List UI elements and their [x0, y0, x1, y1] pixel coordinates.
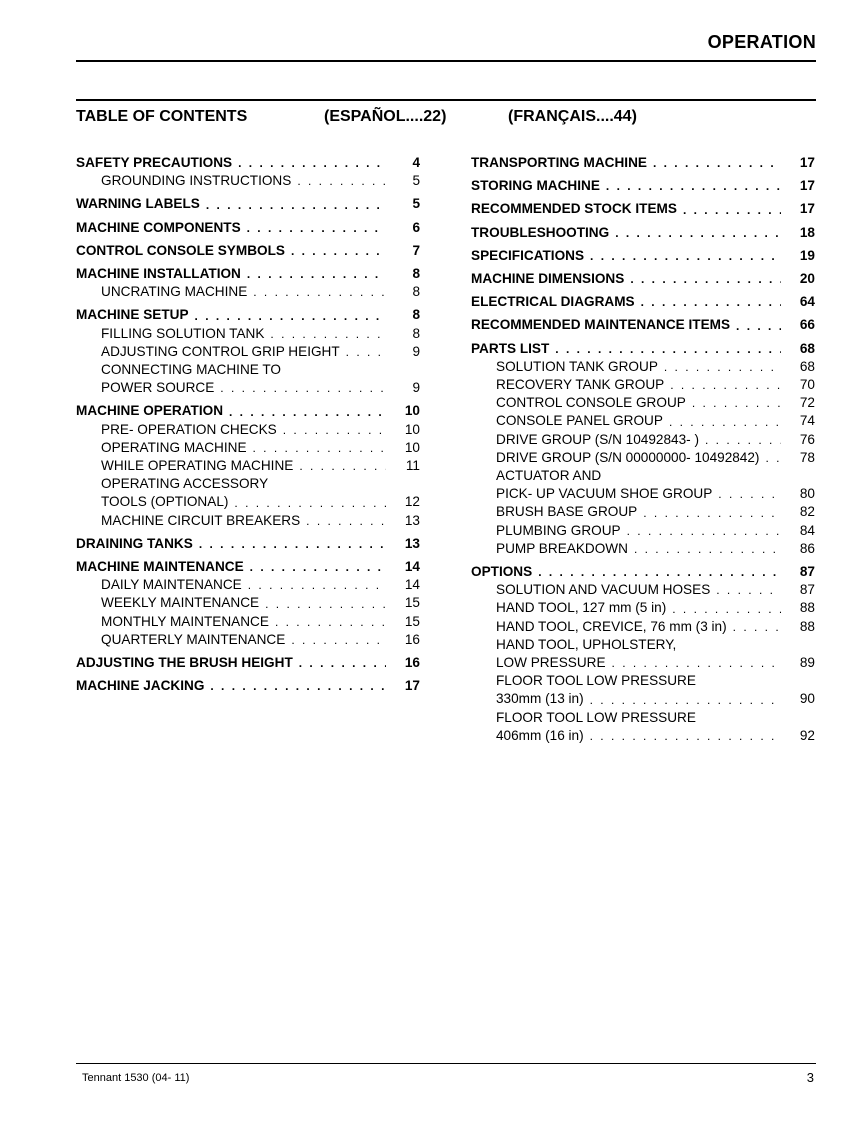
- toc-entry-label: DRIVE GROUP (S/N 10492843- ): [496, 431, 699, 447]
- toc-entry: [471, 672, 815, 690]
- toc-entry: [471, 177, 815, 195]
- toc-entry: [76, 576, 420, 594]
- toc-entry-page: 82: [799, 504, 815, 520]
- toc-entry: [76, 654, 420, 672]
- toc-entry-label: RECOMMENDED MAINTENANCE ITEMS: [471, 317, 731, 333]
- dot-leader: [538, 563, 781, 581]
- toc-entry: [76, 343, 420, 361]
- dot-leader: [283, 421, 386, 439]
- toc-entry-label: ELECTRICAL DIAGRAMS: [471, 294, 635, 310]
- toc-entry: [471, 412, 815, 430]
- toc-entry: [471, 394, 815, 412]
- toc-entry: [76, 558, 420, 576]
- toc-entry: [471, 636, 815, 654]
- toc-title: TABLE OF CONTENTS: [76, 108, 248, 125]
- toc-entry-label: SPECIFICATIONS: [471, 247, 585, 263]
- dot-leader: [692, 394, 781, 412]
- toc-entry-page: 13: [404, 535, 420, 551]
- toc-entry-label: OPERATING ACCESSORY: [101, 476, 269, 492]
- toc-entry-page: 4: [412, 155, 420, 170]
- dot-leader: [653, 154, 781, 172]
- toc-entry: [471, 503, 815, 521]
- dot-leader: [669, 413, 781, 431]
- dot-leader: [270, 325, 386, 343]
- toc-entry-label: SAFETY PRECAUTIONS: [76, 155, 233, 170]
- toc-entry-page: 20: [799, 271, 815, 287]
- toc-entry-page: 6: [412, 219, 420, 235]
- dot-leader: [615, 224, 781, 242]
- toc-entry-label: ACTUATOR AND: [496, 468, 602, 484]
- dot-leader: [206, 196, 386, 214]
- toc-entry-page: 11: [405, 458, 420, 474]
- toc-entry-page: 14: [404, 559, 420, 575]
- dot-leader: [765, 449, 781, 467]
- toc-entry-page: 17: [799, 201, 815, 217]
- toc-entry: [76, 457, 420, 475]
- dot-leader: [590, 247, 781, 265]
- dot-leader: [555, 340, 781, 358]
- toc-entry-page: 87: [799, 582, 815, 598]
- toc-entry-page: 17: [799, 178, 815, 194]
- toc-entry-page: 92: [799, 727, 815, 743]
- toc-entry-label: FILLING SOLUTION TANK: [101, 325, 265, 341]
- toc-entry-label: ADJUSTING THE BRUSH HEIGHT: [76, 655, 293, 671]
- toc-entry-page: 66: [799, 317, 815, 333]
- toc-entry-label: PICK- UP VACUUM SHOE GROUP: [496, 486, 713, 502]
- toc-entry-label: WHILE OPERATING MACHINE: [101, 458, 294, 474]
- toc-entry: [471, 618, 815, 636]
- toc-entry: [471, 522, 815, 540]
- toc-entry-label: UNCRATING MACHINE: [101, 284, 248, 300]
- toc-entry: [471, 485, 815, 503]
- toc-entry-label: MACHINE JACKING: [76, 678, 205, 694]
- toc-entry-label: DRIVE GROUP (S/N 00000000- 10492842): [496, 449, 760, 465]
- dot-leader: [253, 283, 386, 301]
- toc-entry-label: PRE- OPERATION CHECKS: [101, 421, 277, 437]
- toc-entry-page: 16: [404, 655, 420, 671]
- toc-left-column: [76, 154, 420, 695]
- dot-leader: [736, 317, 781, 335]
- toc-entry: [471, 340, 815, 358]
- dot-leader: [683, 201, 781, 219]
- toc-entry: [76, 195, 420, 213]
- toc-entry-label: MONTHLY MAINTENANCE: [101, 613, 269, 629]
- toc-entry: [76, 439, 420, 457]
- toc-entry: [76, 325, 420, 343]
- dot-leader: [299, 654, 386, 672]
- dot-leader: [306, 512, 386, 530]
- header-rule: [76, 60, 816, 62]
- toc-entry-page: 5: [412, 196, 420, 212]
- toc-entry: [76, 306, 420, 324]
- dot-leader: [210, 677, 386, 695]
- toc-entry-label: 406mm (16 in): [496, 727, 584, 743]
- toc-entry: [471, 709, 815, 727]
- toc-entry-label: QUARTERLY MAINTENANCE: [101, 631, 286, 647]
- toc-entry-label: DRAINING TANKS: [76, 535, 193, 551]
- toc-entry-label: DAILY MAINTENANCE: [101, 577, 242, 593]
- toc-entry-label: TRANSPORTING MACHINE: [471, 155, 647, 170]
- toc-entry-page: 19: [799, 247, 815, 263]
- dot-leader: [247, 219, 386, 237]
- toc-entry-label: MACHINE SETUP: [76, 307, 189, 323]
- toc-entry-page: 14: [404, 577, 420, 593]
- toc-entry: [471, 431, 815, 449]
- toc-entry-page: 78: [799, 449, 815, 465]
- dot-leader: [229, 403, 386, 421]
- dot-leader: [716, 581, 781, 599]
- toc-entry: [471, 690, 815, 708]
- dot-leader: [634, 540, 781, 558]
- toc-entry-label: TOOLS (OPTIONAL): [101, 494, 229, 510]
- toc-entry: [76, 172, 420, 190]
- toc-entry-page: 10: [404, 421, 420, 437]
- toc-entry: [76, 219, 420, 237]
- toc-entry: [471, 247, 815, 265]
- toc-entry: [76, 535, 420, 553]
- toc-entry-label: TROUBLESHOOTING: [471, 224, 610, 240]
- toc-entry: [471, 449, 815, 467]
- toc-entry: [471, 376, 815, 394]
- toc-entry-label: MACHINE CIRCUIT BREAKERS: [101, 512, 301, 528]
- dot-leader: [299, 457, 386, 475]
- dot-leader: [248, 576, 386, 594]
- dot-leader: [590, 691, 781, 709]
- page-number: 3: [806, 1070, 814, 1085]
- dot-leader: [612, 654, 781, 672]
- toc-entry: [76, 512, 420, 530]
- toc-entry-page: 8: [412, 284, 420, 300]
- toc-entry-label: 330mm (13 in): [496, 691, 584, 707]
- toc-entry-page: 8: [412, 325, 420, 341]
- toc-entry-page: 90: [799, 691, 815, 707]
- dot-leader: [630, 270, 781, 288]
- toc-entry: [76, 361, 420, 379]
- toc-entry-page: 8: [412, 307, 420, 323]
- toc-entry-label: RECOVERY TANK GROUP: [496, 377, 665, 393]
- toc-entry: [471, 224, 815, 242]
- footer-rule: [76, 1063, 816, 1064]
- dot-leader: [590, 727, 781, 745]
- dot-leader: [275, 613, 386, 631]
- toc-entry-page: 68: [799, 340, 815, 356]
- toc-entry-label: MACHINE DIMENSIONS: [471, 271, 625, 287]
- dot-leader: [220, 379, 386, 397]
- toc-entry: [471, 358, 815, 376]
- toc-entry-label: WARNING LABELS: [76, 196, 200, 212]
- toc-entry-page: 13: [404, 512, 420, 528]
- toc-entry: [76, 379, 420, 397]
- toc-entry-label: HAND TOOL, CREVICE, 76 mm (3 in): [496, 618, 727, 634]
- toc-entry-label: STORING MACHINE: [471, 178, 600, 194]
- toc-entry: [471, 563, 815, 581]
- toc-entry-label: CONTROL CONSOLE SYMBOLS: [76, 242, 285, 258]
- toc-entry-page: 9: [412, 343, 420, 359]
- toc-entry-label: HAND TOOL, 127 mm (5 in): [496, 600, 667, 616]
- toc-entry: [471, 727, 815, 745]
- toc-entry-label: OPERATING MACHINE: [101, 439, 247, 455]
- dot-leader: [297, 172, 386, 190]
- toc-entry: [76, 677, 420, 695]
- dot-leader: [733, 618, 781, 636]
- toc-entry: [76, 265, 420, 283]
- dot-leader: [664, 358, 781, 376]
- dot-leader: [291, 631, 386, 649]
- toc-entry-page: 17: [799, 155, 815, 170]
- toc-entry-page: 76: [799, 431, 815, 447]
- dot-leader: [253, 439, 386, 457]
- toc-entry-label: RECOMMENDED STOCK ITEMS: [471, 201, 677, 217]
- toc-entry-label: MACHINE MAINTENANCE: [76, 559, 244, 575]
- toc-entry-label: BRUSH BASE GROUP: [496, 504, 638, 520]
- toc-entry: [76, 493, 420, 511]
- toc-entry: [76, 594, 420, 612]
- toc-entry-label: ADJUSTING CONTROL GRIP HEIGHT: [101, 343, 340, 359]
- toc-entry: [471, 293, 815, 311]
- toc-entry-page: 88: [799, 600, 815, 616]
- toc-entry-page: 7: [412, 242, 420, 258]
- toc-entry-page: 74: [799, 413, 815, 429]
- toc-entry-label: HAND TOOL, UPHOLSTERY,: [496, 636, 677, 652]
- toc-entry-label: POWER SOURCE: [101, 380, 215, 396]
- toc-entry-page: 16: [404, 631, 420, 647]
- toc-entry-page: 70: [799, 377, 815, 393]
- toc-entry-page: 10: [404, 403, 420, 419]
- toc-entry-label: SOLUTION TANK GROUP: [496, 358, 658, 374]
- toc-entry-label: MACHINE COMPONENTS: [76, 219, 241, 235]
- toc-entry-label: LOW PRESSURE: [496, 655, 606, 671]
- dot-leader: [718, 485, 781, 503]
- dot-leader: [705, 431, 781, 449]
- dot-leader: [265, 595, 386, 613]
- dot-leader: [672, 600, 781, 618]
- dot-leader: [199, 535, 386, 553]
- dot-leader: [195, 307, 386, 325]
- toc-entry-page: 87: [799, 564, 815, 580]
- toc-entry: [471, 599, 815, 617]
- dot-leader: [247, 265, 386, 283]
- toc-entry-label: MACHINE OPERATION: [76, 403, 224, 419]
- toc-entry-page: 8: [412, 266, 420, 282]
- toc-entry-label: SOLUTION AND VACUUM HOSES: [496, 582, 711, 598]
- toc-entry-page: 72: [799, 395, 815, 411]
- dot-leader: [627, 522, 781, 540]
- dot-leader: [643, 504, 781, 522]
- toc-entry: [471, 467, 815, 485]
- toc-entry-page: 88: [799, 618, 815, 634]
- toc-francais-link: (FRANÇAIS....44): [508, 108, 637, 125]
- toc-entry-label: WEEKLY MAINTENANCE: [101, 595, 260, 611]
- dot-leader: [670, 376, 781, 394]
- page-header-title: OPERATION: [707, 32, 816, 52]
- toc-entry-page: 9: [412, 380, 420, 396]
- toc-entry-page: 80: [799, 486, 815, 502]
- dot-leader: [606, 177, 781, 195]
- toc-entry-page: 5: [412, 173, 420, 189]
- toc-entry-label: CONTROL CONSOLE GROUP: [496, 395, 686, 411]
- toc-entry: [76, 402, 420, 420]
- toc-entry-label: PUMP BREAKDOWN: [496, 540, 628, 556]
- dot-leader: [346, 343, 386, 361]
- toc-entry: [76, 613, 420, 631]
- toc-entry-page: 84: [799, 522, 815, 538]
- toc-entry: [471, 581, 815, 599]
- toc-entry-page: 89: [799, 655, 815, 671]
- toc-entry: [471, 654, 815, 672]
- toc-entry-label: PLUMBING GROUP: [496, 522, 621, 538]
- toc-entry: [471, 200, 815, 218]
- toc-entry: [76, 631, 420, 649]
- toc-entry-label: PARTS LIST: [471, 340, 550, 356]
- toc-entry-label: FLOOR TOOL LOW PRESSURE: [496, 709, 696, 725]
- toc-entry: [471, 154, 815, 172]
- toc-rule: [76, 99, 816, 101]
- footer-document-id: Tennant 1530 (04- 11): [82, 1072, 190, 1084]
- toc-entry-label: OPTIONS: [471, 564, 533, 580]
- toc-entry: [76, 421, 420, 439]
- toc-entry-page: 64: [799, 294, 815, 310]
- dot-leader: [234, 494, 386, 512]
- toc-entry-label: CONNECTING MACHINE TO: [101, 362, 282, 378]
- toc-entry-page: 86: [799, 540, 815, 556]
- toc-entry-page: 17: [404, 678, 420, 694]
- dot-leader: [641, 293, 781, 311]
- dot-leader: [291, 242, 386, 260]
- toc-entry-page: 12: [404, 494, 420, 510]
- toc-right-column: [471, 154, 815, 745]
- toc-entry-label: FLOOR TOOL LOW PRESSURE: [496, 673, 696, 689]
- toc-entry: [471, 540, 815, 558]
- toc-entry-label: CONSOLE PANEL GROUP: [496, 413, 663, 429]
- dot-leader: [238, 154, 386, 172]
- toc-entry-page: 68: [799, 358, 815, 374]
- toc-entry: [76, 242, 420, 260]
- toc-espanol-link: (ESPAÑOL....22): [324, 108, 447, 125]
- toc-entry-label: GROUNDING INSTRUCTIONS: [101, 173, 292, 189]
- dot-leader: [250, 558, 386, 576]
- toc-entry: [76, 475, 420, 493]
- toc-entry: [76, 154, 420, 172]
- toc-entry-page: 18: [799, 224, 815, 240]
- toc-entry-label: MACHINE INSTALLATION: [76, 266, 241, 282]
- toc-entry: [471, 316, 815, 334]
- toc-entry-page: 10: [404, 439, 420, 455]
- toc-entry: [76, 283, 420, 301]
- toc-entry-page: 15: [404, 613, 420, 629]
- toc-entry: [471, 270, 815, 288]
- toc-entry-page: 15: [404, 595, 420, 611]
